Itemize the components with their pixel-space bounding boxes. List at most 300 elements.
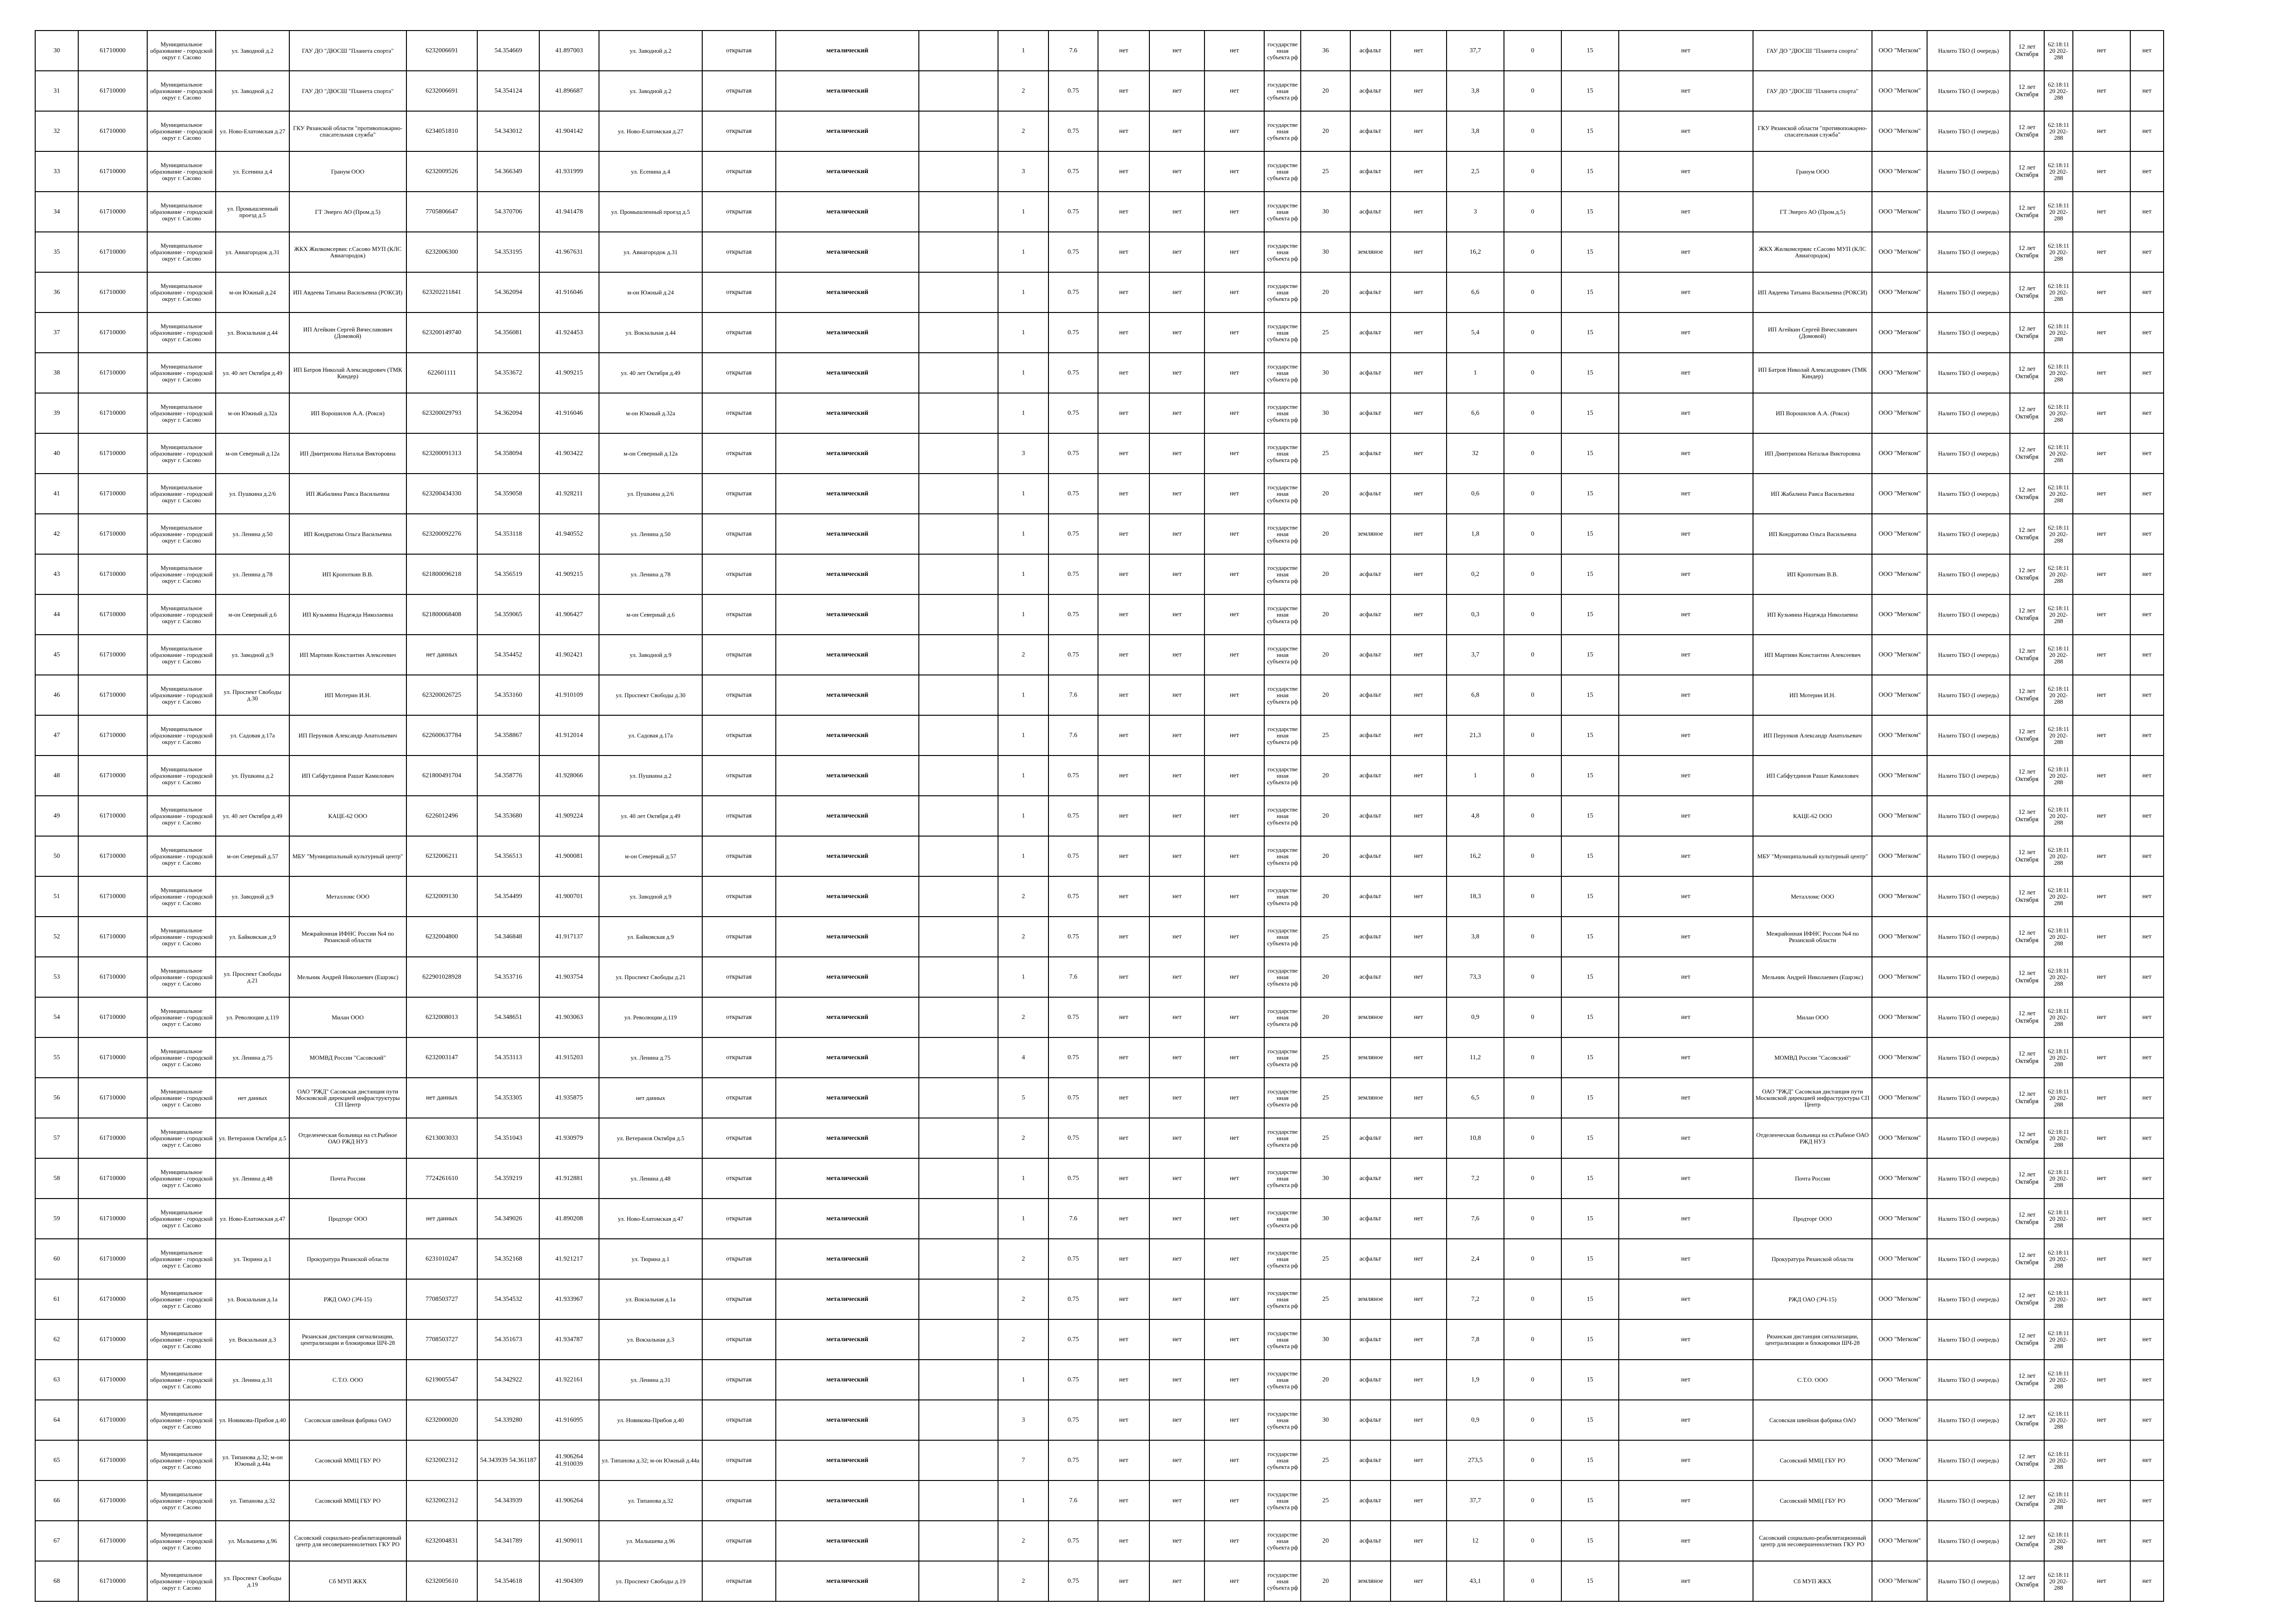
distance-cell: 30 bbox=[1301, 1199, 1350, 1239]
inn-cell: нет данных bbox=[406, 1078, 478, 1118]
material-cell: металический bbox=[776, 1360, 919, 1400]
flag-cell: нет bbox=[2073, 635, 2130, 675]
owner-cell: ГАУ ДО "ДЮСШ "Планета спорта" bbox=[1753, 31, 1872, 71]
material-cell: металический bbox=[776, 272, 919, 312]
municipality-cell: Муниципальное образование - городской округ г. Сасово bbox=[147, 71, 216, 111]
registry-number-cell: 62:18:1120 202-288 bbox=[2044, 594, 2073, 635]
address-cell: ул. Ленина д.78 bbox=[216, 554, 289, 594]
owner-cell: ИП Кондратова Ольга Васильевна bbox=[1753, 514, 1872, 554]
flag-cell: нет bbox=[1098, 1239, 1150, 1279]
registry-number-cell: 62:18:1120 202-288 bbox=[2044, 111, 2073, 151]
flag-cell: нет bbox=[1391, 1118, 1447, 1158]
flag-cell: нет bbox=[1098, 1561, 1150, 1601]
flag-cell: нет bbox=[2130, 312, 2164, 353]
cover-cell: асфальт bbox=[1350, 1400, 1391, 1440]
distance-cell: 30 bbox=[1301, 1158, 1350, 1199]
access-cell: открытая bbox=[702, 1440, 776, 1480]
owner-cell: ИП Сабфутдинов Рашат Камилович bbox=[1753, 756, 1872, 796]
flag-cell: нет bbox=[1391, 1078, 1447, 1118]
operator-cell: ООО "Мегком" bbox=[1872, 111, 1927, 151]
material-cell: металический bbox=[776, 1078, 919, 1118]
location-cell: ул. Заводной д.2 bbox=[599, 71, 702, 111]
operator-cell: ООО "Мегком" bbox=[1872, 1319, 1927, 1360]
distance-cell: 20 bbox=[1301, 1561, 1350, 1601]
count-cell: 15 bbox=[1561, 1440, 1619, 1480]
container-volume-cell: 0.75 bbox=[1048, 1158, 1098, 1199]
flag-cell: нет bbox=[2073, 1118, 2130, 1158]
zero-cell: 0 bbox=[1504, 957, 1561, 997]
count-cell: 15 bbox=[1561, 957, 1619, 997]
zero-cell: 0 bbox=[1504, 675, 1561, 715]
annual-volume-cell: 16,2 bbox=[1447, 836, 1504, 876]
flag-cell: нет bbox=[2130, 71, 2164, 111]
latitude-cell: 54.341789 bbox=[477, 1521, 539, 1561]
flag-cell: нет bbox=[1391, 554, 1447, 594]
access-cell: открытая bbox=[702, 151, 776, 192]
municipality-cell: Муниципальное образование - городской округ г. Сасово bbox=[147, 1521, 216, 1561]
owner-cell: ИП Перунков Александр Анатольевич bbox=[1753, 715, 1872, 756]
longitude-cell: 41.903754 bbox=[539, 957, 599, 997]
distance-cell: 20 bbox=[1301, 1521, 1350, 1561]
distance-cell: 30 bbox=[1301, 232, 1350, 272]
latitude-cell: 54.358094 bbox=[477, 433, 539, 474]
flag-cell: нет bbox=[1391, 836, 1447, 876]
schedule-cell: 12 лет Октября bbox=[2010, 433, 2044, 474]
zero-cell: 0 bbox=[1504, 232, 1561, 272]
empty-cell bbox=[919, 1037, 998, 1078]
municipality-cell: Муниципальное образование - городской округ г. Сасово bbox=[147, 957, 216, 997]
flag-cell: нет bbox=[2073, 474, 2130, 514]
distance-cell: 20 bbox=[1301, 997, 1350, 1037]
property-cell: государственная субъекта рф bbox=[1264, 1521, 1301, 1561]
registry-number-cell: 62:18:1120 202-288 bbox=[2044, 1279, 2073, 1319]
property-cell: государственная субъекта рф bbox=[1264, 554, 1301, 594]
address-cell: нет данных bbox=[216, 1078, 289, 1118]
operator-cell: ООО "Мегком" bbox=[1872, 71, 1927, 111]
flag-cell: нет bbox=[1619, 1521, 1753, 1561]
flag-cell: нет bbox=[1204, 635, 1264, 675]
table-row bbox=[35, 433, 2164, 474]
flag-cell: нет bbox=[2073, 1239, 2130, 1279]
flag-cell: нет bbox=[1391, 1279, 1447, 1319]
waste-type-cell: Налито ТБО (I очередь) bbox=[1927, 232, 2009, 272]
operator-cell: ООО "Мегком" bbox=[1872, 997, 1927, 1037]
longitude-cell: 41.967631 bbox=[539, 232, 599, 272]
address-cell: ул. Вокзальная д.44 bbox=[216, 312, 289, 353]
empty-cell bbox=[919, 514, 998, 554]
organization-cell: Милан ООО bbox=[289, 997, 406, 1037]
flag-cell: нет bbox=[2073, 111, 2130, 151]
flag-cell: нет bbox=[2130, 917, 2164, 957]
longitude-cell: 41.915203 bbox=[539, 1037, 599, 1078]
operator-cell: ООО "Мегком" bbox=[1872, 554, 1927, 594]
operator-cell: ООО "Мегком" bbox=[1872, 1480, 1927, 1521]
row-number: 36 bbox=[35, 272, 78, 312]
municipality-cell: Муниципальное образование - городской округ г. Сасово bbox=[147, 111, 216, 151]
flag-cell: нет bbox=[1098, 514, 1150, 554]
flag-cell: нет bbox=[2130, 192, 2164, 232]
flag-cell: нет bbox=[2073, 756, 2130, 796]
flag-cell: нет bbox=[1204, 957, 1264, 997]
oktmo-cell: 61710000 bbox=[78, 1239, 147, 1279]
registry-number-cell: 62:18:1120 202-288 bbox=[2044, 917, 2073, 957]
row-number: 40 bbox=[35, 433, 78, 474]
container-volume-cell: 0.75 bbox=[1048, 1561, 1098, 1601]
zero-cell: 0 bbox=[1504, 836, 1561, 876]
container-volume-cell: 0.75 bbox=[1048, 393, 1098, 433]
zero-cell: 0 bbox=[1504, 151, 1561, 192]
cover-cell: асфальт bbox=[1350, 393, 1391, 433]
registry-number-cell: 62:18:1120 202-288 bbox=[2044, 272, 2073, 312]
municipality-cell: Муниципальное образование - городской округ г. Сасово bbox=[147, 1118, 216, 1158]
owner-cell: ИП Ворошилов А.А. (Рокси) bbox=[1753, 393, 1872, 433]
count-cell: 15 bbox=[1561, 312, 1619, 353]
access-cell: открытая bbox=[702, 71, 776, 111]
flag-cell: нет bbox=[2130, 635, 2164, 675]
zero-cell: 0 bbox=[1504, 796, 1561, 836]
waste-type-cell: Налито ТБО (I очередь) bbox=[1927, 353, 2009, 393]
address-cell: ул. 40 лет Октября д.49 bbox=[216, 353, 289, 393]
container-count-cell: 2 bbox=[998, 71, 1048, 111]
waste-type-cell: Налито ТБО (I очередь) bbox=[1927, 1279, 2009, 1319]
material-cell: металический bbox=[776, 111, 919, 151]
flag-cell: нет bbox=[1204, 836, 1264, 876]
flag-cell: нет bbox=[1204, 876, 1264, 917]
zero-cell: 0 bbox=[1504, 1158, 1561, 1199]
annual-volume-cell: 6,6 bbox=[1447, 393, 1504, 433]
inn-cell: 623200434330 bbox=[406, 474, 478, 514]
registry-number-cell: 62:18:1120 202-288 bbox=[2044, 715, 2073, 756]
operator-cell: ООО "Мегком" bbox=[1872, 192, 1927, 232]
location-cell: ул. Ленина д.48 bbox=[599, 1158, 702, 1199]
longitude-cell: 41.909011 bbox=[539, 1521, 599, 1561]
schedule-cell: 12 лет Октября bbox=[2010, 1480, 2044, 1521]
distance-cell: 20 bbox=[1301, 111, 1350, 151]
material-cell: металический bbox=[776, 312, 919, 353]
annual-volume-cell: 16,2 bbox=[1447, 232, 1504, 272]
flag-cell: нет bbox=[1098, 917, 1150, 957]
operator-cell: ООО "Мегком" bbox=[1872, 1118, 1927, 1158]
row-number: 58 bbox=[35, 1158, 78, 1199]
flag-cell: нет bbox=[1204, 1480, 1264, 1521]
property-cell: государственная субъекта рф bbox=[1264, 715, 1301, 756]
container-volume-cell: 0.75 bbox=[1048, 71, 1098, 111]
oktmo-cell: 61710000 bbox=[78, 312, 147, 353]
flag-cell: нет bbox=[2130, 997, 2164, 1037]
latitude-cell: 54.343939 54.361187 bbox=[477, 1440, 539, 1480]
owner-cell: ИП Мартиян Константин Алексеевич bbox=[1753, 635, 1872, 675]
location-cell: ул. Проспект Свободы д.21 bbox=[599, 957, 702, 997]
flag-cell: нет bbox=[2073, 594, 2130, 635]
empty-cell bbox=[919, 715, 998, 756]
zero-cell: 0 bbox=[1504, 192, 1561, 232]
longitude-cell: 41.906264 bbox=[539, 1480, 599, 1521]
oktmo-cell: 61710000 bbox=[78, 1158, 147, 1199]
schedule-cell: 12 лет Октября bbox=[2010, 957, 2044, 997]
row-number: 44 bbox=[35, 594, 78, 635]
zero-cell: 0 bbox=[1504, 31, 1561, 71]
location-cell: ул. Садовая д.17а bbox=[599, 715, 702, 756]
flag-cell: нет bbox=[1391, 876, 1447, 917]
cover-cell: асфальт bbox=[1350, 312, 1391, 353]
flag-cell: нет bbox=[1098, 554, 1150, 594]
table-row bbox=[35, 796, 2164, 836]
waste-type-cell: Налито ТБО (I очередь) bbox=[1927, 1078, 2009, 1118]
latitude-cell: 54.346848 bbox=[477, 917, 539, 957]
registry-number-cell: 62:18:1120 202-288 bbox=[2044, 1037, 2073, 1078]
registry-number-cell: 62:18:1120 202-288 bbox=[2044, 1561, 2073, 1601]
flag-cell: нет bbox=[1098, 1158, 1150, 1199]
row-number: 64 bbox=[35, 1400, 78, 1440]
address-cell: ул. 40 лет Октября д.49 bbox=[216, 796, 289, 836]
count-cell: 15 bbox=[1561, 756, 1619, 796]
owner-cell: ИП Кузьмина Надежда Николаевна bbox=[1753, 594, 1872, 635]
empty-cell bbox=[919, 997, 998, 1037]
table-row bbox=[35, 635, 2164, 675]
location-cell: ул. Заводной д.2 bbox=[599, 31, 702, 71]
access-cell: открытая bbox=[702, 1400, 776, 1440]
inn-cell: 6232006300 bbox=[406, 232, 478, 272]
count-cell: 15 bbox=[1561, 917, 1619, 957]
registry-number-cell: 62:18:1120 202-288 bbox=[2044, 474, 2073, 514]
flag-cell: нет bbox=[1619, 836, 1753, 876]
flag-cell: нет bbox=[1098, 1400, 1150, 1440]
municipality-cell: Муниципальное образование - городской округ г. Сасово bbox=[147, 594, 216, 635]
property-cell: государственная субъекта рф bbox=[1264, 474, 1301, 514]
row-number: 59 bbox=[35, 1199, 78, 1239]
table-row bbox=[35, 675, 2164, 715]
flag-cell: нет bbox=[1619, 1037, 1753, 1078]
organization-cell: Гранум ООО bbox=[289, 151, 406, 192]
waste-type-cell: Налито ТБО (I очередь) bbox=[1927, 151, 2009, 192]
count-cell: 15 bbox=[1561, 1319, 1619, 1360]
cover-cell: асфальт bbox=[1350, 192, 1391, 232]
table-row bbox=[35, 1239, 2164, 1279]
container-count-cell: 1 bbox=[998, 554, 1048, 594]
container-volume-cell: 0.75 bbox=[1048, 1360, 1098, 1400]
organization-cell: Сасовская швейная фабрика ОАО bbox=[289, 1400, 406, 1440]
property-cell: государственная субъекта рф bbox=[1264, 1319, 1301, 1360]
inn-cell: 6232005610 bbox=[406, 1561, 478, 1601]
container-count-cell: 2 bbox=[998, 1239, 1048, 1279]
municipality-cell: Муниципальное образование - городской округ г. Сасово bbox=[147, 1360, 216, 1400]
empty-cell bbox=[919, 272, 998, 312]
longitude-cell: 41.916095 bbox=[539, 1400, 599, 1440]
empty-cell bbox=[919, 433, 998, 474]
table-row bbox=[35, 876, 2164, 917]
flag-cell: нет bbox=[1619, 594, 1753, 635]
container-volume-cell: 0.75 bbox=[1048, 876, 1098, 917]
flag-cell: нет bbox=[1098, 594, 1150, 635]
access-cell: открытая bbox=[702, 393, 776, 433]
flag-cell: нет bbox=[2073, 514, 2130, 554]
oktmo-cell: 61710000 bbox=[78, 272, 147, 312]
count-cell: 15 bbox=[1561, 31, 1619, 71]
owner-cell: ИП Кропоткин В.В. bbox=[1753, 554, 1872, 594]
waste-type-cell: Налито ТБО (I очередь) bbox=[1927, 1199, 2009, 1239]
material-cell: металический bbox=[776, 514, 919, 554]
cover-cell: асфальт bbox=[1350, 111, 1391, 151]
empty-cell bbox=[919, 1239, 998, 1279]
oktmo-cell: 61710000 bbox=[78, 151, 147, 192]
container-volume-cell: 0.75 bbox=[1048, 1279, 1098, 1319]
inn-cell: 6232002312 bbox=[406, 1480, 478, 1521]
registry-table bbox=[35, 30, 2164, 1602]
distance-cell: 20 bbox=[1301, 836, 1350, 876]
zero-cell: 0 bbox=[1504, 1118, 1561, 1158]
annual-volume-cell: 6,8 bbox=[1447, 675, 1504, 715]
flag-cell: нет bbox=[2130, 474, 2164, 514]
organization-cell: Сасовский социально-реабилитационный центр для несовершеннолетних ГКУ РО bbox=[289, 1521, 406, 1561]
flag-cell: нет bbox=[2073, 232, 2130, 272]
address-cell: ул. Революции д.119 bbox=[216, 997, 289, 1037]
longitude-cell: 41.931999 bbox=[539, 151, 599, 192]
address-cell: ул. Есенина д.4 bbox=[216, 151, 289, 192]
table-row bbox=[35, 514, 2164, 554]
annual-volume-cell: 2,4 bbox=[1447, 1239, 1504, 1279]
container-count-cell: 2 bbox=[998, 997, 1048, 1037]
inn-cell: 6232002312 bbox=[406, 1440, 478, 1480]
flag-cell: нет bbox=[1619, 1400, 1753, 1440]
zero-cell: 0 bbox=[1504, 756, 1561, 796]
row-number: 60 bbox=[35, 1239, 78, 1279]
location-cell: ул. Вокзальная д.3 bbox=[599, 1319, 702, 1360]
access-cell: открытая bbox=[702, 594, 776, 635]
flag-cell: нет bbox=[1098, 715, 1150, 756]
container-count-cell: 1 bbox=[998, 1158, 1048, 1199]
container-count-cell: 1 bbox=[998, 836, 1048, 876]
annual-volume-cell: 7,6 bbox=[1447, 1199, 1504, 1239]
inn-cell: 623202211841 bbox=[406, 272, 478, 312]
registry-number-cell: 62:18:1120 202-288 bbox=[2044, 312, 2073, 353]
flag-cell: нет bbox=[2130, 957, 2164, 997]
oktmo-cell: 61710000 bbox=[78, 1400, 147, 1440]
flag-cell: нет bbox=[1204, 1239, 1264, 1279]
location-cell: ул. Ленина д.31 bbox=[599, 1360, 702, 1400]
access-cell: открытая bbox=[702, 1037, 776, 1078]
table-row bbox=[35, 917, 2164, 957]
owner-cell: ГКУ Рязанской области "противопожарно-спасательная служба" bbox=[1753, 111, 1872, 151]
operator-cell: ООО "Мегком" bbox=[1872, 675, 1927, 715]
flag-cell: нет bbox=[1619, 957, 1753, 997]
waste-type-cell: Налито ТБО (I очередь) bbox=[1927, 31, 2009, 71]
flag-cell: нет bbox=[1619, 514, 1753, 554]
distance-cell: 20 bbox=[1301, 594, 1350, 635]
operator-cell: ООО "Мегком" bbox=[1872, 1037, 1927, 1078]
flag-cell: нет bbox=[1204, 192, 1264, 232]
address-cell: ул. Пушкина д.2 bbox=[216, 756, 289, 796]
latitude-cell: 54.349026 bbox=[477, 1199, 539, 1239]
address-cell: ул. Пушкина д.2/6 bbox=[216, 474, 289, 514]
location-cell: ул. 40 лет Октября д.49 bbox=[599, 353, 702, 393]
schedule-cell: 12 лет Октября bbox=[2010, 756, 2044, 796]
empty-cell bbox=[919, 876, 998, 917]
waste-type-cell: Налито ТБО (I очередь) bbox=[1927, 594, 2009, 635]
zero-cell: 0 bbox=[1504, 433, 1561, 474]
container-volume-cell: 0.75 bbox=[1048, 997, 1098, 1037]
flag-cell: нет bbox=[2073, 1360, 2130, 1400]
zero-cell: 0 bbox=[1504, 1360, 1561, 1400]
container-volume-cell: 0.75 bbox=[1048, 111, 1098, 151]
flag-cell: нет bbox=[1098, 756, 1150, 796]
table-row bbox=[35, 957, 2164, 997]
flag-cell: нет bbox=[1204, 272, 1264, 312]
schedule-cell: 12 лет Октября bbox=[2010, 1158, 2044, 1199]
property-cell: государственная субъекта рф bbox=[1264, 151, 1301, 192]
municipality-cell: Муниципальное образование - городской округ г. Сасово bbox=[147, 1480, 216, 1521]
flag-cell: нет bbox=[1149, 1319, 1204, 1360]
latitude-cell: 54.351673 bbox=[477, 1319, 539, 1360]
flag-cell: нет bbox=[1391, 675, 1447, 715]
schedule-cell: 12 лет Октября bbox=[2010, 312, 2044, 353]
annual-volume-cell: 3,8 bbox=[1447, 917, 1504, 957]
waste-type-cell: Налито ТБО (I очередь) bbox=[1927, 1158, 2009, 1199]
zero-cell: 0 bbox=[1504, 554, 1561, 594]
municipality-cell: Муниципальное образование - городской округ г. Сасово bbox=[147, 232, 216, 272]
count-cell: 15 bbox=[1561, 474, 1619, 514]
cover-cell: асфальт bbox=[1350, 1239, 1391, 1279]
flag-cell: нет bbox=[1098, 1199, 1150, 1239]
owner-cell: Прокуратура Рязанской области bbox=[1753, 1239, 1872, 1279]
municipality-cell: Муниципальное образование - городской округ г. Сасово bbox=[147, 312, 216, 353]
flag-cell: нет bbox=[1098, 1037, 1150, 1078]
municipality-cell: Муниципальное образование - городской округ г. Сасово bbox=[147, 31, 216, 71]
flag-cell: нет bbox=[1098, 1078, 1150, 1118]
flag-cell: нет bbox=[2073, 1480, 2130, 1521]
table-row bbox=[35, 1480, 2164, 1521]
flag-cell: нет bbox=[1149, 997, 1204, 1037]
empty-cell bbox=[919, 796, 998, 836]
inn-cell: 6232009526 bbox=[406, 151, 478, 192]
container-volume-cell: 0.75 bbox=[1048, 353, 1098, 393]
container-volume-cell: 0.75 bbox=[1048, 192, 1098, 232]
flag-cell: нет bbox=[1391, 957, 1447, 997]
property-cell: государственная субъекта рф bbox=[1264, 514, 1301, 554]
container-volume-cell: 0.75 bbox=[1048, 1440, 1098, 1480]
material-cell: металический bbox=[776, 1440, 919, 1480]
flag-cell: нет bbox=[1098, 1319, 1150, 1360]
location-cell: ул. Заводной д.9 bbox=[599, 876, 702, 917]
count-cell: 15 bbox=[1561, 554, 1619, 594]
zero-cell: 0 bbox=[1504, 474, 1561, 514]
organization-cell: Металломс ООО bbox=[289, 876, 406, 917]
owner-cell: Сасовский ММЦ ГБУ РО bbox=[1753, 1480, 1872, 1521]
table-row bbox=[35, 232, 2164, 272]
row-number: 56 bbox=[35, 1078, 78, 1118]
zero-cell: 0 bbox=[1504, 1400, 1561, 1440]
container-count-cell: 2 bbox=[998, 1561, 1048, 1601]
address-cell: м-он Южный д.24 bbox=[216, 272, 289, 312]
property-cell: государственная субъекта рф bbox=[1264, 917, 1301, 957]
container-volume-cell: 0.75 bbox=[1048, 635, 1098, 675]
cover-cell: земляное bbox=[1350, 1561, 1391, 1601]
schedule-cell: 12 лет Октября bbox=[2010, 715, 2044, 756]
operator-cell: ООО "Мегком" bbox=[1872, 796, 1927, 836]
annual-volume-cell: 12 bbox=[1447, 1521, 1504, 1561]
oktmo-cell: 61710000 bbox=[78, 1037, 147, 1078]
flag-cell: нет bbox=[1149, 1158, 1204, 1199]
organization-cell: ИП Жабалина Раиса Васильевна bbox=[289, 474, 406, 514]
oktmo-cell: 61710000 bbox=[78, 31, 147, 71]
operator-cell: ООО "Мегком" bbox=[1872, 756, 1927, 796]
container-count-cell: 1 bbox=[998, 272, 1048, 312]
address-cell: ул. Малышева д.96 bbox=[216, 1521, 289, 1561]
flag-cell: нет bbox=[1619, 1279, 1753, 1319]
distance-cell: 30 bbox=[1301, 1319, 1350, 1360]
flag-cell: нет bbox=[1391, 635, 1447, 675]
location-cell: ул. Вокзальная д.1а bbox=[599, 1279, 702, 1319]
flag-cell: нет bbox=[1149, 957, 1204, 997]
